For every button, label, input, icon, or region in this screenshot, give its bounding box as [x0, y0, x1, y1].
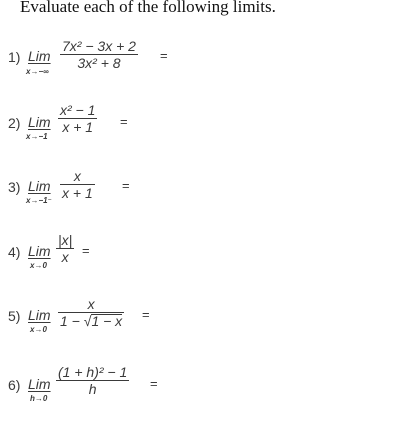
limit-subscript: x→0 [30, 325, 47, 334]
fraction-denominator: 3x² + 8 [77, 55, 121, 71]
limit-fraction [58, 102, 97, 136]
lim-operator: Lim [28, 307, 51, 323]
limit-subscript: h→0 [30, 394, 48, 403]
equals-sign: = [142, 307, 150, 322]
limit-fraction [60, 168, 95, 202]
limit-subscript: x→−1 [26, 132, 48, 141]
limit-fraction [60, 38, 138, 72]
problem-number: 6) [8, 377, 21, 393]
problem-number: 5) [8, 308, 21, 324]
page-heading: Evaluate each of the following limits. [20, 0, 276, 16]
lim-operator: Lim [28, 376, 51, 392]
lim-operator: Lim [28, 48, 51, 64]
fraction-denominator: x + 1 [62, 119, 94, 135]
equals-sign: = [120, 114, 128, 129]
equals-sign: = [160, 48, 168, 63]
square-root-sign: √ [83, 313, 92, 329]
denominator-prefix: 1 − [60, 313, 84, 329]
limit-subscript: x→−1⁻ [26, 196, 52, 205]
fraction-numerator: x [87, 296, 95, 312]
fraction-denominator [58, 313, 124, 330]
fraction-denominator: h [88, 381, 97, 397]
fraction-numerator: 7x² − 3x + 2 [62, 38, 136, 54]
equals-sign: = [150, 376, 158, 391]
fraction-numerator: x [73, 168, 81, 184]
limit-subscript: x→−∞ [26, 67, 49, 76]
equals-sign: = [122, 178, 130, 193]
limit-fraction [56, 364, 129, 398]
limit-fraction [56, 232, 74, 266]
lim-operator: Lim [28, 178, 51, 194]
problem-number: 3) [8, 179, 21, 195]
problem-number: 4) [8, 244, 21, 260]
fraction-numerator: x² − 1 [60, 102, 96, 118]
fraction-numerator: |x| [58, 232, 73, 248]
fraction-numerator: (1 + h)² − 1 [58, 364, 128, 380]
equals-sign: = [82, 243, 90, 258]
fraction-denominator: x [61, 249, 69, 265]
radicand: 1 − x [91, 313, 123, 329]
limit-fraction [58, 296, 124, 330]
lim-operator: Lim [28, 243, 51, 259]
problem-number: 2) [8, 115, 21, 131]
fraction-denominator: x + 1 [62, 185, 93, 201]
problem-number: 1) [8, 49, 21, 65]
lim-operator: Lim [28, 114, 51, 130]
limit-subscript: x→0 [30, 261, 47, 270]
